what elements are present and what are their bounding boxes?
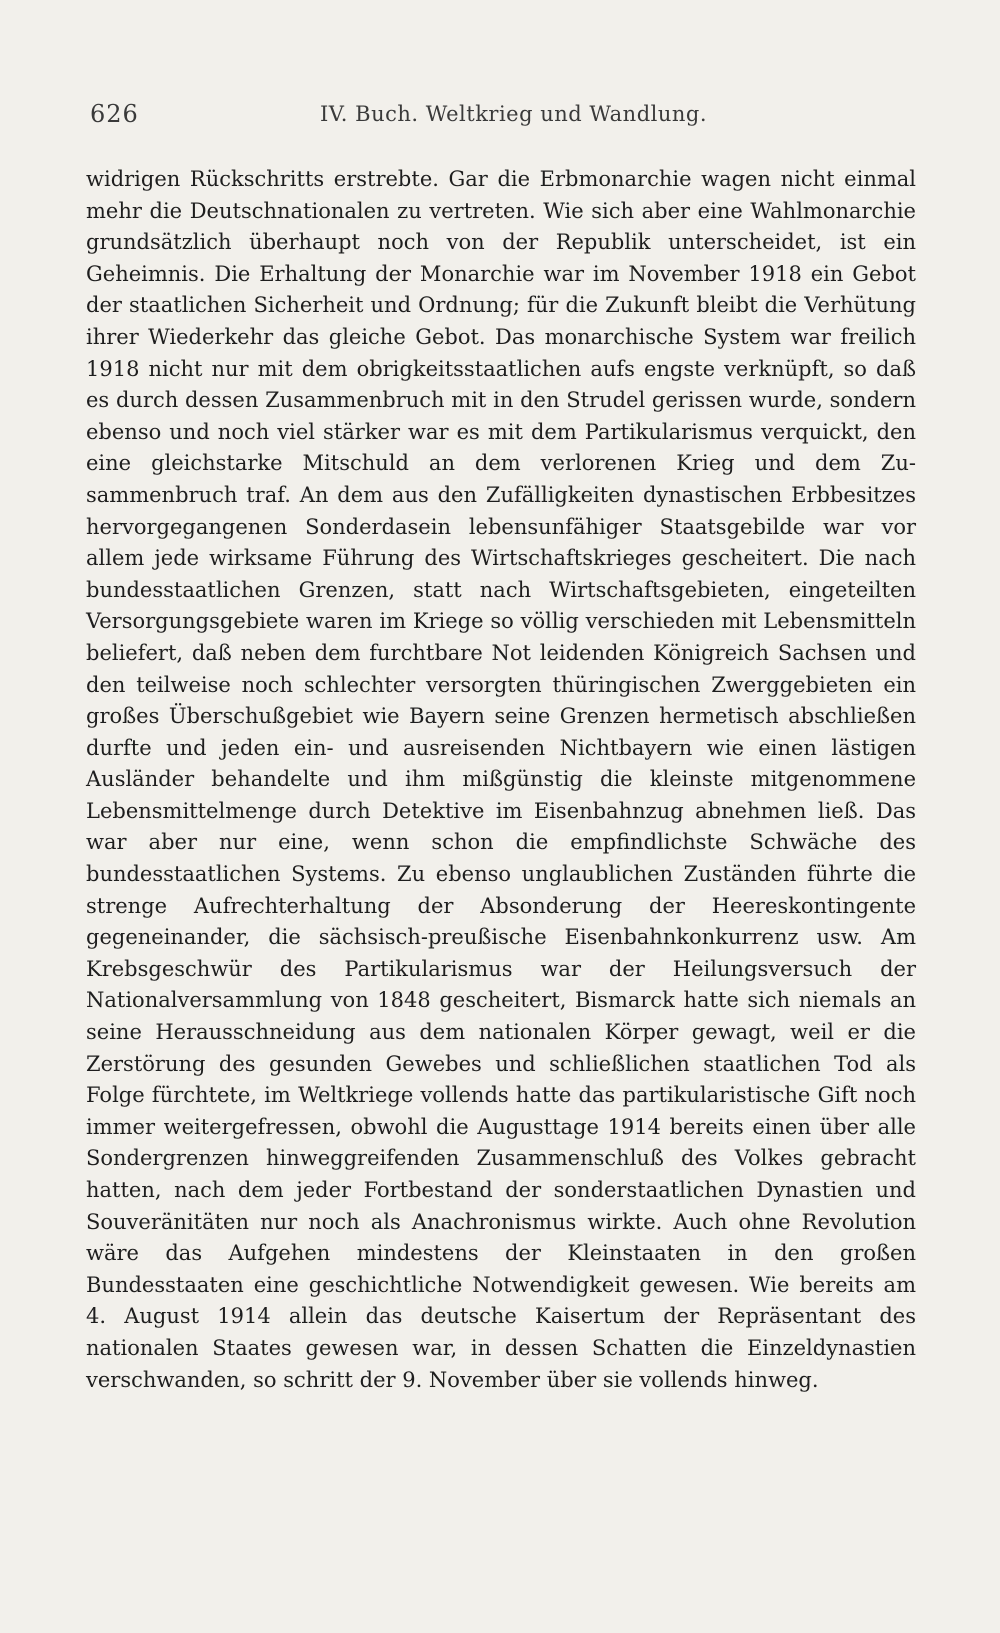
- page-number: 626: [90, 100, 139, 128]
- body-paragraph: widrigen Rückschritts erstrebte. Gar die Erbmonarchie wagen nicht einmal mehr die Deutschnationalen zu vertreten. Wie sich aber eine Wahlmonarchie grundsätzlich überhaupt noch von der Republik unterscheidet, ist ein Geheimnis. Die Erhaltung der Monarchie war im November 1918 ein Gebot der staatlichen Sicherheit und Ordnung; für die Zukunft bleibt die Verhütung ihrer Wiederkehr das gleiche Gebot. Das monarchische System war freilich 1918 nicht nur mit dem obrigkeitsstaatlichen aufs engste verknüpft, so daß es durch dessen Zusammenbruch mit in den Strudel gerissen wurde, sondern ebenso und noch viel stärker war es mit dem Partikularismus verquickt, den eine gleichstarke Mitschuld an dem verlorenen Krieg und dem Zusammenbruch traf. An dem aus den Zufälligkeiten dynastischen Erbbesitzes hervorgegangenen Sonderdasein lebensunfähiger Staatsgebilde war vor allem jede wirksame Führung des Wirtschaftskrieges gescheitert. Die nach bundesstaatlichen Grenzen, statt nach Wirtschaftsgebieten, eingeteilten Versorgungsgebiete waren im Kriege so völlig verschieden mit Lebensmitteln beliefert, daß neben dem furchtbare Not leidenden Königreich Sachsen und den teilweise noch schlechter versorgten thüringischen Zwerggebieten ein großes Überschußgebiet wie Bayern seine Grenzen hermetisch abschließen durfte und jeden ein- und ausreisenden Nichtbayern wie einen lästigen Ausländer behandelte und ihm mißgünstig die kleinste mitgenommene Lebensmittelmenge durch Detektive im Eisenbahnzug abnehmen ließ. Das war aber nur eine, wenn schon die empfindlichste Schwäche des bundesstaatlichen Systems. Zu ebenso unglaublichen Zuständen führte die strenge Aufrechterhaltung der Absonderung der Heereskontingente gegeneinander, die sächsisch-preußische Eisenbahnkonkurrenz usw. Am Krebsgeschwür des Partikularismus war der Heilungsversuch der Nationalversammlung von 1848 gescheitert, Bismarck hatte sich niemals an seine Herausschneidung aus dem nationalen Körper gewagt, weil er die Zerstörung des gesunden Gewebes und schließlichen staatlichen Tod als Folge fürchtete, im Weltkriege vollends hatte das partikularistische Gift noch immer weitergefressen, obwohl die Augusttage 1914 bereits einen über alle Sondergrenzen hinweggreifenden Zusammenschluß des Volkes gebracht hatten, nach dem jeder Fortbestand der sonderstaatlichen Dynastien und Souveränitäten nur noch als Anachronismus wirkte. Auch ohne Revolution wäre das Aufgehen mindestens der Kleinstaaten in den großen Bundesstaaten eine geschichtliche Notwendigkeit gewesen. Wie bereits am 4. August 1914 allein das deutsche Kaisertum der Repräsentant des nationalen Staates gewesen war, in dessen Schatten die Einzeldynastien verschwanden, so schritt der 9. November über sie vollends hinweg.: [86, 167, 916, 1392]
- running-head: IV. Buch. Weltkrieg und Wandlung.: [320, 102, 708, 126]
- page-header: [90, 100, 920, 140]
